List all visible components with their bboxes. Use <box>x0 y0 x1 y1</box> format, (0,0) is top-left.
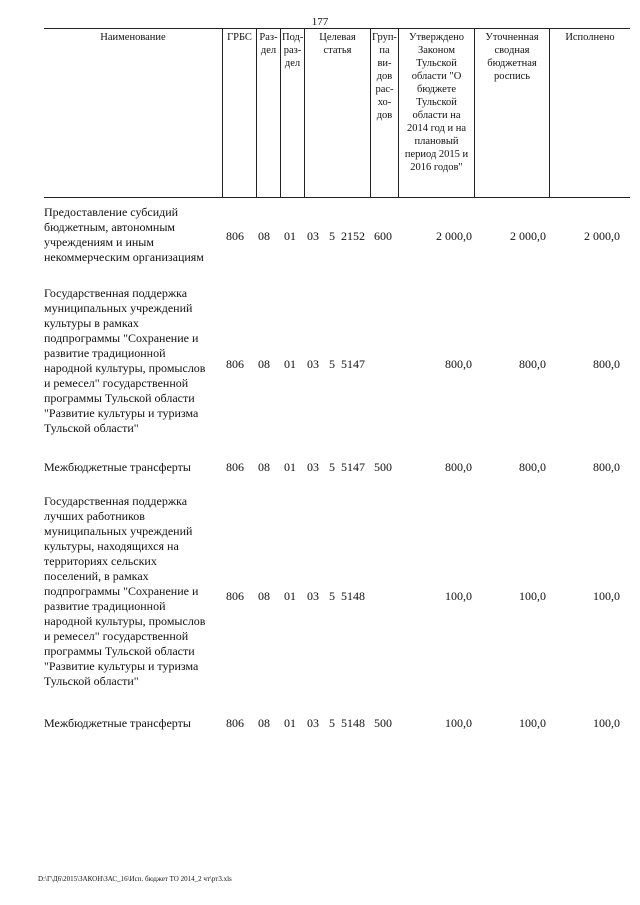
header-razdel: Раз- дел <box>256 29 280 197</box>
row-target-1: 03 <box>307 229 319 243</box>
row-group: 500 <box>374 460 392 474</box>
row-executed: 100,0 <box>593 716 620 730</box>
row-approved: 100,0 <box>445 716 472 730</box>
row-executed: 100,0 <box>593 589 620 603</box>
table-header <box>44 28 630 198</box>
row-name: Межбюджетные трансферты <box>44 716 191 730</box>
row-target-1: 03 <box>307 357 319 371</box>
row-refined: 2 000,0 <box>510 229 546 243</box>
row-executed: 2 000,0 <box>584 229 620 243</box>
row-target-3: 5147 <box>341 460 365 474</box>
row-target-3: 5148 <box>341 716 365 730</box>
header-expense-group: Груп- па ви- дов рас- хо- дов <box>370 29 398 197</box>
header-grbs: ГРБС <box>222 29 256 197</box>
row-approved: 2 000,0 <box>436 229 472 243</box>
row-razdel: 08 <box>258 229 270 243</box>
row-approved: 800,0 <box>445 357 472 371</box>
row-grbs: 806 <box>226 460 244 474</box>
header-executed: Исполнено <box>549 29 630 197</box>
row-target-1: 03 <box>307 460 319 474</box>
row-group: 600 <box>374 229 392 243</box>
row-refined: 800,0 <box>519 357 546 371</box>
row-refined: 100,0 <box>519 716 546 730</box>
row-refined: 100,0 <box>519 589 546 603</box>
row-name: Государственная поддержка муниципальных учреждений культуры в рамках подпрограммы "Сохранение и развитие традиционной народной культуры, промыслов и ремесел" государственной программы Тульской области "Развитие культуры и туризма Тульской области" <box>44 286 206 435</box>
row-target-3: 5147 <box>341 357 365 371</box>
row-grbs: 806 <box>226 716 244 730</box>
row-razdel: 08 <box>258 716 270 730</box>
row-target-2: 5 <box>329 357 335 371</box>
row-target-1: 03 <box>307 716 319 730</box>
header-target-article: Целевая статья <box>304 29 370 197</box>
header-name: Наименование <box>100 32 166 43</box>
header-approved: Утверждено Законом Тульской области "О бюджете Тульской области на 2014 год и на плановый период 2015 и 2016 годов" <box>398 29 474 197</box>
row-grbs: 806 <box>226 589 244 603</box>
row-podrazdel: 01 <box>284 357 296 371</box>
row-target-3: 2152 <box>341 229 365 243</box>
row-grbs: 806 <box>226 229 244 243</box>
row-name: Государственная поддержка лучших работников муниципальных учреждений культуры, находящихся на территориях сельских поселений, в рамках подпрограммы "Сохранение и развитие традиционной народной культуры, промыслов и ремесел" государственной программы Тульской области "Развитие культуры и туризма Тульской области" <box>44 494 206 688</box>
row-executed: 800,0 <box>593 460 620 474</box>
row-target-3: 5148 <box>341 589 365 603</box>
row-podrazdel: 01 <box>284 716 296 730</box>
header-refined: Уточненная сводная бюджетная роспись <box>474 29 549 197</box>
row-razdel: 08 <box>258 460 270 474</box>
row-executed: 800,0 <box>593 357 620 371</box>
row-name: Предоставление субсидий бюджетным, автономным учреждениям и иным некоммерческим организациям <box>44 205 204 264</box>
row-podrazdel: 01 <box>284 589 296 603</box>
page-number: 177 <box>311 16 329 28</box>
row-grbs: 806 <box>226 357 244 371</box>
row-podrazdel: 01 <box>284 460 296 474</box>
row-approved: 100,0 <box>445 589 472 603</box>
row-group: 500 <box>374 716 392 730</box>
row-name: Межбюджетные трансферты <box>44 460 191 474</box>
row-target-2: 5 <box>329 229 335 243</box>
row-razdel: 08 <box>258 589 270 603</box>
row-approved: 800,0 <box>445 460 472 474</box>
row-target-2: 5 <box>329 589 335 603</box>
row-razdel: 08 <box>258 357 270 371</box>
row-target-2: 5 <box>329 460 335 474</box>
row-refined: 800,0 <box>519 460 546 474</box>
row-target-1: 03 <box>307 589 319 603</box>
row-target-2: 5 <box>329 716 335 730</box>
header-podrazdel: Под- раз- дел <box>280 29 304 197</box>
file-path-footer: D:\Г\Д6\2015\ЗАКОН\ЗАС_16\Исп. бюджет ТО 2014_2 чт\рт3.xls <box>38 875 232 883</box>
row-podrazdel: 01 <box>284 229 296 243</box>
